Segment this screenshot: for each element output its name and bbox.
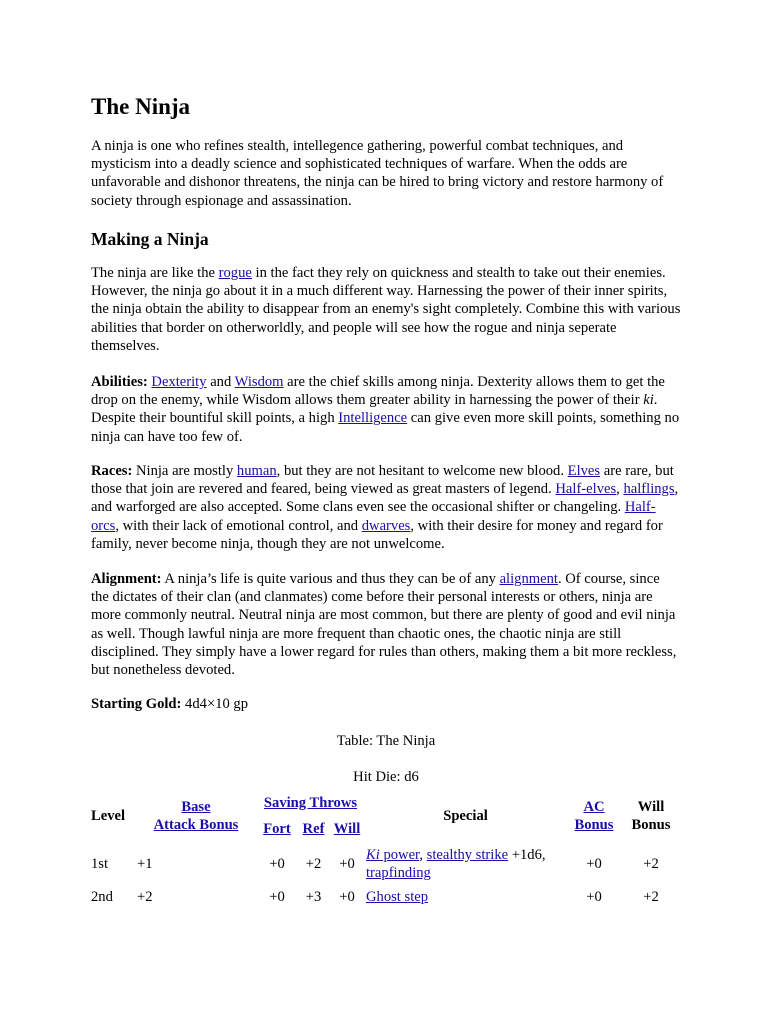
header-will bbox=[330, 816, 364, 842]
base-attack-link[interactable]: Base Attack Bonus bbox=[153, 798, 239, 833]
alignment-link[interactable]: alignment bbox=[499, 571, 558, 587]
starting-gold-value: 4d4×10 gp bbox=[181, 696, 249, 712]
dwarves-link[interactable]: dwarves bbox=[361, 517, 411, 534]
rogue-link[interactable]: rogue bbox=[218, 265, 252, 281]
header-saving-throws bbox=[257, 790, 364, 816]
saving-throws-link[interactable]: Saving Throws bbox=[263, 794, 358, 811]
making-paragraph: The ninja are like the rogue in the fact they rely on quickness and stealth to take out their enemies. However, the ninja go about it in a much different way. Harnessing the power of their inner spirits, the ninja obtain the ability to disappear from an enemy's sight completely. Combine this with various abilities that border on otherworldly, and people will see how the rogue and ninja seperate themselves. bbox=[91, 265, 681, 354]
will-link[interactable]: Will bbox=[333, 820, 361, 837]
page-title: The Ninja bbox=[91, 94, 191, 119]
stealthy-strike-link[interactable]: stealthy strike bbox=[426, 846, 509, 863]
intro-paragraph: A ninja is one who refines stealth, intellegence gathering, powerful combat techniques, and mysticism into a deadly science and sophisticated techniques of warfare. When the odds are unfavorable and dishonor threatens, the ninja can be hired to bring victory and restore harmony of society through espionage and assassination. bbox=[91, 138, 664, 209]
ghost-step-link[interactable]: Ghost step bbox=[366, 888, 429, 905]
header-special: Special bbox=[443, 807, 488, 824]
header-base-attack bbox=[135, 790, 257, 842]
special-cell: Ki power, stealthy strike +1d6, trapfinding bbox=[366, 846, 546, 881]
wisdom-link[interactable]: Wisdom bbox=[234, 374, 284, 390]
table-row: 2nd +2 +0 +3 +0 Ghost step +0 +2 bbox=[91, 886, 681, 908]
alignment-paragraph: Alignment: A ninja’s life is quite various and thus they can be of any alignment. Of course, since the dictates of their clan (and clanmates) come before their personal interests or others, ninja are more commonly neutral. Neutral ninja are most common, but there are plenty of good and evil ninja as well. Though lawful ninja are more frequent than chaotic ones, the chaotic ninja are still disciplined. They simply have a lower regard for rules than others, making them a bit more reckless, but nonetheless devoted. bbox=[91, 571, 677, 679]
human-link[interactable]: human bbox=[236, 463, 277, 479]
ki-power-link[interactable]: Ki power bbox=[366, 846, 420, 863]
making-heading: Making a Ninja bbox=[91, 229, 209, 249]
table-header-row bbox=[91, 790, 681, 816]
fort-link[interactable]: Fort bbox=[263, 820, 291, 837]
abilities-paragraph: Abilities: Dexterity and Wisdom are the chief skills among ninja. Dexterity allows them to get the drop on the enemy, while Wisdom allows them greater ability in harnessing the power of their ki. Despite their bountiful skill points, a high Intelligence can give even more skill points, something no ninja can have too few of. bbox=[91, 374, 680, 445]
starting-gold-label: Starting Gold: bbox=[91, 696, 182, 712]
header-fort bbox=[257, 816, 297, 842]
abilities-label: Abilities: bbox=[91, 374, 148, 390]
elves-link[interactable]: Elves bbox=[567, 463, 601, 479]
hit-die: Hit Die: d6 bbox=[353, 769, 419, 785]
ninja-table bbox=[91, 790, 681, 908]
half-elves-link[interactable]: Half-elves bbox=[555, 481, 617, 498]
half-orcs-link[interactable]: Half-orcs bbox=[91, 499, 656, 534]
table-caption: Table: The Ninja bbox=[336, 733, 436, 749]
alignment-label: Alignment: bbox=[91, 571, 162, 587]
ac-bonus-link[interactable]: AC Bonus bbox=[574, 798, 614, 833]
races-paragraph: Races: Ninja are mostly human, but they are not hesitant to welcome new blood. Elves are rare, but those that join are revered and feared, being viewed as great masters of legend. Half-elves, halflings, and warforged are also accepted. Some clans even see the occasional shifter or changeling. Half-orcs, with their lack of emotional control, and dwarves, with their desire for money and regard for family, never become ninja, though they are not unwelcome. bbox=[91, 463, 679, 552]
special-cell bbox=[364, 886, 567, 908]
header-ac-bonus bbox=[567, 790, 621, 842]
halflings-link[interactable]: halflings bbox=[623, 481, 675, 498]
header-ref bbox=[297, 816, 330, 842]
table-row: 1st +1 +0 +2 +0 Ki power, stealthy strike +1d6, trapfinding +0 +2 bbox=[91, 842, 681, 886]
races-label: Races: bbox=[91, 463, 133, 479]
intelligence-link[interactable]: Intelligence bbox=[338, 410, 408, 427]
header-level: Level bbox=[91, 807, 126, 824]
dexterity-link[interactable]: Dexterity bbox=[151, 374, 207, 390]
header-will-bonus: Will Bonus bbox=[631, 798, 671, 833]
trapfinding-link[interactable]: trapfinding bbox=[366, 865, 431, 881]
ki-term: ki bbox=[643, 392, 654, 409]
starting-gold bbox=[91, 695, 681, 713]
ref-link[interactable]: Ref bbox=[302, 820, 325, 837]
